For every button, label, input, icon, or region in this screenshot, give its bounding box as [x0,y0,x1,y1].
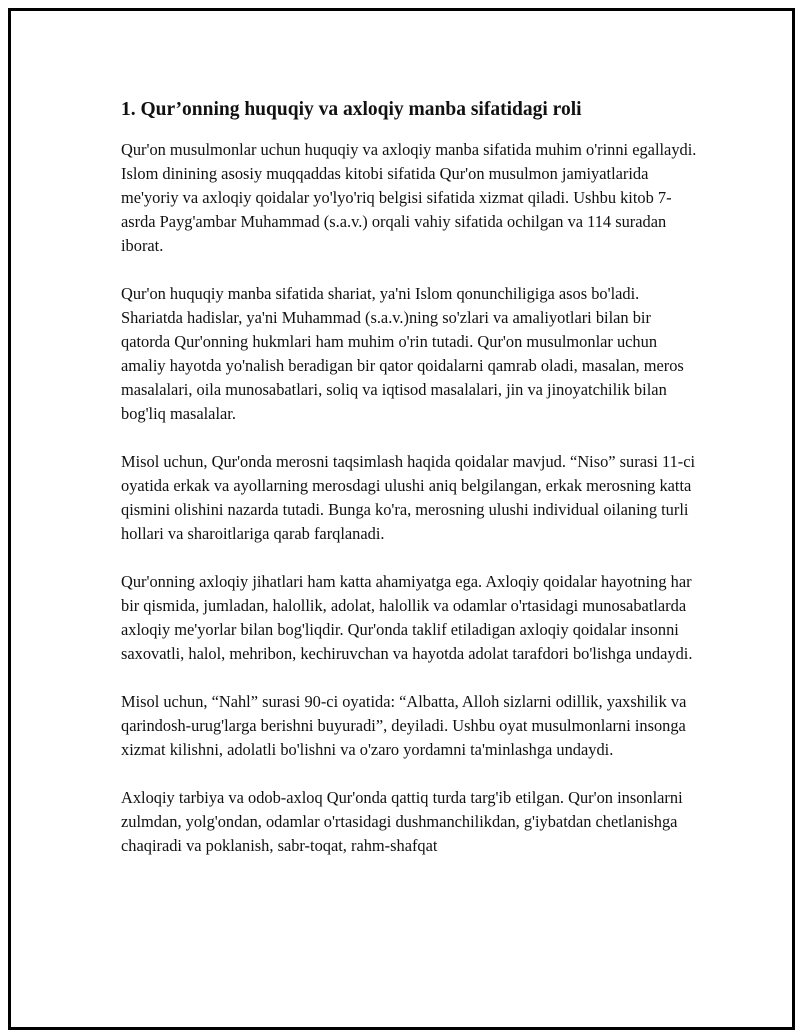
paragraph: Misol uchun, Qur'onda merosni taqsimlash haqida qoidalar mavjud. “Niso” surasi 11-ci oyatida erkak va ayollarning merosdagi ulushi aniq belgilangan, erkak merosning katta qismini olishini nazarda tutadi. Bunga ko'ra, merosning ulushi individual oilaning turli hollari va sharoitlariga qarab farqlanadi. [121,452,696,543]
page-frame [8,8,795,1030]
paragraph: Qur'onning axloqiy jihatlari ham katta ahamiyatga ega. Axloqiy qoidalar hayotning har bir qismida, jumladan, halollik, adolat, halollik va odamlar o'rtasidagi munosabatlarda axloqiy me'yorlar bilan bog'liqdir. Qur'onda taklif etiladigan axloqiy qoidalar insonni saxovatli, halol, mehribon, kechiruvchan va hayotda adolat tarafdori bo'lishga undaydi. [121,572,693,663]
paragraph: Axloqiy tarbiya va odob-axloq Qur'onda qattiq turda targ'ib etilgan. Qur'on insonlarni zulmdan, yolg'ondan, odamlar o'rtasidagi dushmanchilikdan, g'iybatdan chetlanishga chaqiradi va poklanish, sabr-toqat, rahm-shafqat [121,788,683,855]
document-body [121,98,701,858]
paragraph: Qur'on musulmonlar uchun huquqiy va axloqiy manba sifatida muhim o'rinni egallaydi. Islom dinining asosiy muqqaddas kitobi sifatida Qur'on musulmon jamiyatlarida me'yoriy va axloqiy qoidalar yo'lyo'riq belgisi sifatida xizmat qiladi. Ushbu kitob 7-asrda Payg'ambar Muhammad (s.a.v.) orqali vahiy sifatida ochilgan va 114 suradan iborat. [121,140,697,255]
paragraph: Misol uchun, “Nahl” surasi 90-ci oyatida: “Albatta, Alloh sizlarni odillik, yaxshilik va qarindosh-urug'larga berishni buyuradi”, deyiladi. Ushbu oyat musulmonlarni insonga xizmat kilishni, adolatli bo'lishni va o'zaro yordamni ta'minlashga undaydi. [121,692,687,759]
paragraph: Qur'on huquqiy manba sifatida shariat, ya'ni Islom qonunchiligiga asos bo'ladi. Shariatda hadislar, ya'ni Muhammad (s.a.v.)ning so'zlari va amaliyotlari bilan bir qatorda Qur'onning hukmlari ham muhim o'rin tutadi. Qur'on musulmonlar uchun amaliy hayotda yo'nalish beradigan bir qator qoidalarni qamrab oladi, masalan, meros masalalari, oila munosabatlari, soliq va iqtisod masalalari, jin va jinoyatchilik bilan bog'liq masalalar. [121,284,684,423]
section-heading: 1. Qur’onning huquqiy va axloqiy manba sifatidagi roli [121,99,582,120]
